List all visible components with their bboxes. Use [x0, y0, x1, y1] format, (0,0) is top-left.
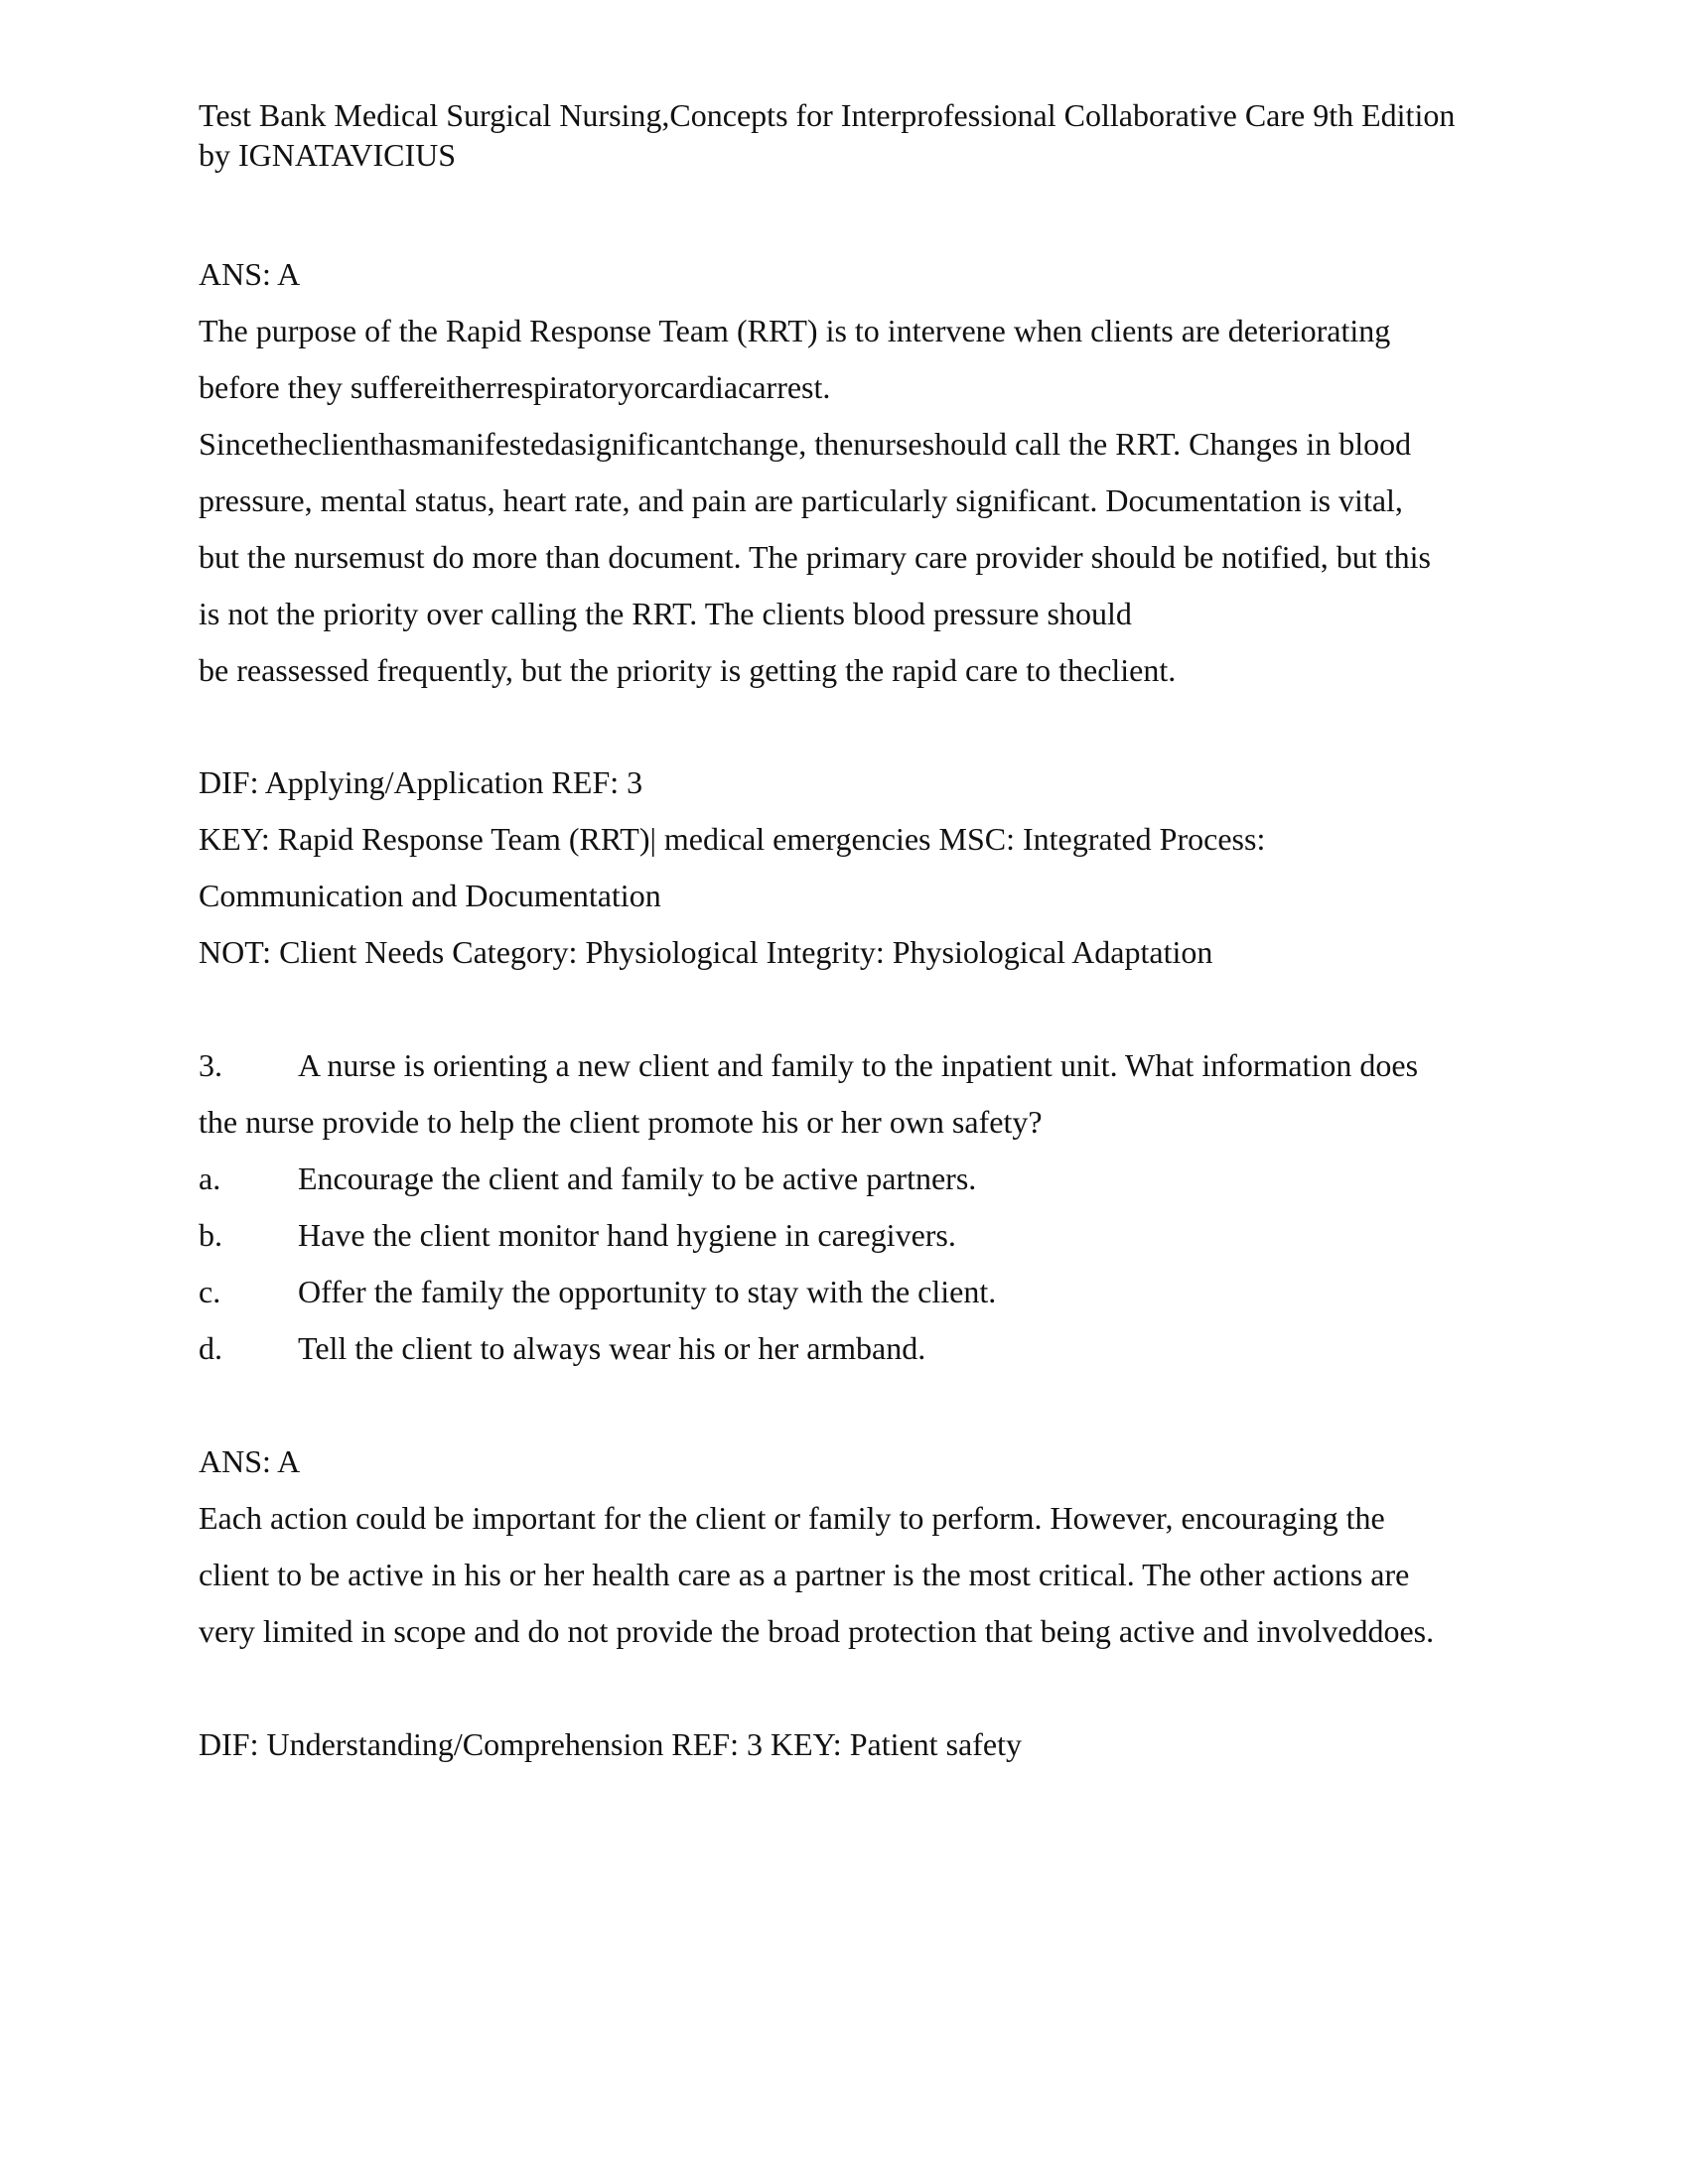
option-letter-d: d. [199, 1330, 222, 1366]
rationale-line: but the nursemust do more than document. The primary care provider should be notified, but this [199, 539, 1431, 575]
option-text-b: Have the client monitor hand hygiene in caregivers. [298, 1217, 956, 1253]
rationale-line: The purpose of the Rapid Response Team (RRT) is to intervene when clients are deteriorating [199, 313, 1391, 348]
answer-label: ANS: A [199, 256, 301, 292]
key-line: KEY: Rapid Response Team (RRT)| medical emergencies MSC: Integrated Process: [199, 821, 1266, 857]
question-stem: A nurse is orienting a new client and family to the inpatient unit. What information does [298, 1047, 1419, 1083]
rationale-line: very limited in scope and do not provide the broad protection that being active and involveddoes. [199, 1613, 1435, 1649]
option-text-a: Encourage the client and family to be active partners. [298, 1160, 977, 1196]
rationale-line: before they suffereitherrespiratoryorcardiacarrest. [199, 369, 831, 405]
document-header-title: Test Bank Medical Surgical Nursing,Concepts for Interprofessional Collaborative Care 9th Edition by IGNATAVICIUS [199, 97, 1456, 173]
difficulty-reference: DIF: Understanding/Comprehension REF: 3 KEY: Patient safety [199, 1726, 1022, 1762]
question-stem-continued: the nurse provide to help the client promote his or her own safety? [199, 1104, 1043, 1140]
answer-label: ANS: A [199, 1443, 301, 1479]
rationale-line: Each action could be important for the client or family to perform. However, encouraging the [199, 1500, 1385, 1536]
rationale-line: Sincetheclienthasmanifestedasignificantchange, thenurseshould call the RRT. Changes in blood [199, 426, 1412, 462]
key-line-continued: Communication and Documentation [199, 878, 661, 913]
rationale-line: client to be active in his or her health care as a partner is the most critical. The other actions are [199, 1557, 1410, 1592]
difficulty-reference: DIF: Applying/Application REF: 3 [199, 764, 643, 800]
option-letter-b: b. [199, 1217, 222, 1253]
question-number: 3. [199, 1047, 222, 1083]
rationale-line: pressure, mental status, heart rate, and pain are particularly significant. Documentation is vital, [199, 482, 1403, 518]
client-needs-note: NOT: Client Needs Category: Physiological Integrity: Physiological Adaptation [199, 934, 1213, 970]
rationale-line: is not the priority over calling the RRT. The clients blood pressure should [199, 596, 1132, 631]
option-text-c: Offer the family the opportunity to stay with the client. [298, 1274, 997, 1309]
option-text-d: Tell the client to always wear his or her armband. [298, 1330, 926, 1366]
option-letter-c: c. [199, 1274, 221, 1309]
option-letter-a: a. [199, 1160, 221, 1196]
rationale-line: be reassessed frequently, but the priority is getting the rapid care to theclient. [199, 652, 1177, 688]
